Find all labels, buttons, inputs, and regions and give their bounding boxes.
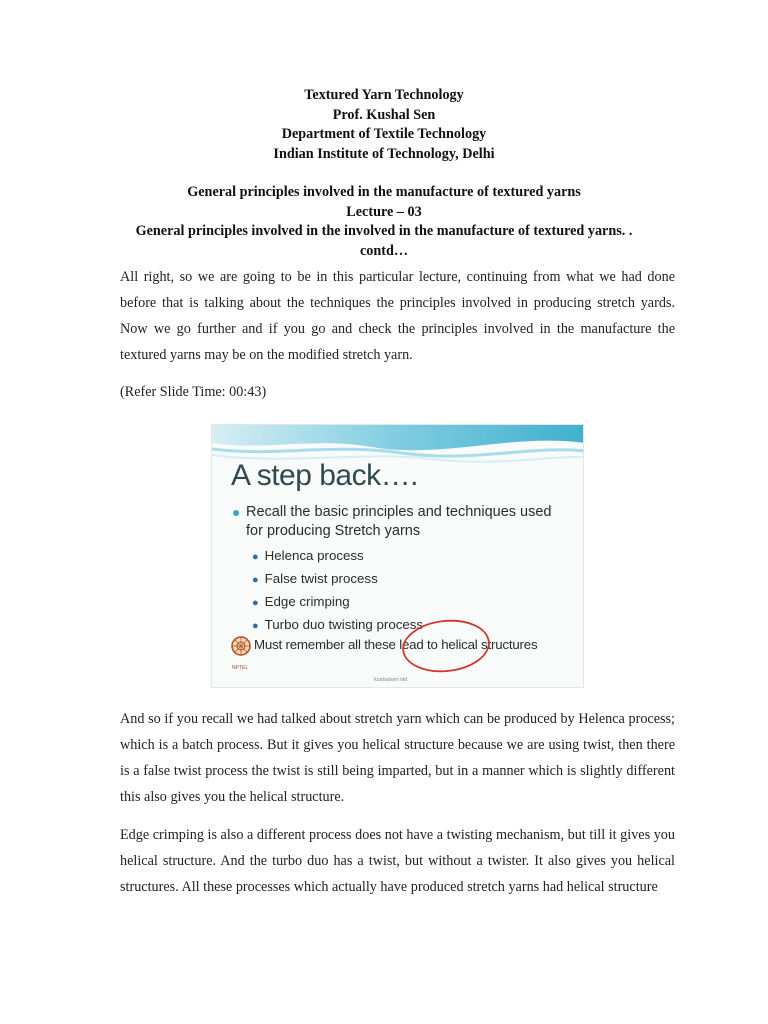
module-title: General principles involved in the manufacture of textured yarns: [187, 184, 581, 200]
slide-sub-bullet-text: Turbo duo twisting process: [264, 617, 424, 632]
slide-main-bullet-text: Recall the basic principles and techniques used for producing Stretch yarns: [246, 504, 552, 539]
red-annotation-circle: [212, 425, 584, 688]
paragraph-1: All right, so we are going to be in this particular lecture, continuing from what we had done before that is talking about the techniques the principles involved in producing stretch yards. Now we go further and if you go and check the principles involved in the manufacture the textured yarns may be on the modified stretch yarn.: [120, 269, 675, 363]
lecture-number: Lecture – 03: [346, 203, 422, 220]
slide-sub-bullet-text: False twist process: [264, 571, 378, 586]
lecture-slide-image: [211, 424, 584, 688]
slide-sub-bullet: ● Helenca process: [252, 548, 364, 563]
slide-sub-bullet-text: Helenca process: [264, 548, 364, 563]
document-header: [0, 86, 768, 261]
slide-sub-bullet-text: Edge crimping: [264, 594, 350, 609]
topic-title-line1: General principles involved in the involved in the manufacture of textured yarns. .: [135, 223, 633, 239]
paragraph-3: Edge crimping is also a different process does not have a twisting mechanism, but till it gives you helical structure. And the turbo duo has a twist, but without a twister. It also gives you helical structures. All these processes which actually have produced stretch yarns had helical structure: [120, 827, 675, 895]
institute-name: Indian Institute of Technology, Delhi: [273, 145, 495, 162]
nptel-logo-icon: [230, 635, 252, 663]
slide-sub-bullet: ● Turbo duo twisting process: [252, 617, 424, 632]
nptel-logo-text: NPTEL: [232, 665, 249, 671]
slide-footer: kushalsen iitd: [374, 677, 408, 683]
slide-sub-bullet: ● Edge crimping: [252, 594, 350, 609]
topic-title-line2: contd…: [359, 242, 409, 259]
professor-name: Prof. Kushal Sen: [332, 106, 436, 123]
slide-sub-bullet: ● False twist process: [252, 571, 378, 586]
slide-main-bullet: ● Recall the basic principles and techniques used for producing Stretch yarns: [234, 503, 556, 541]
department-name: Department of Textile Technology: [281, 126, 487, 142]
paragraph-2: And so if you recall we had talked about stretch yarn which can be produced by Helenca process; which is a batch process. But it gives you helical structure because we are using twist, then there is a false twist process the twist is still being imparted, but in a manner which is slightly different this also gives you the helical structure.: [120, 711, 675, 805]
slide-conclusion-line: Must remember all these lead to helical structures: [254, 637, 538, 652]
slide-time-reference: (Refer Slide Time: 00:43): [120, 384, 267, 400]
slide-title: A step back….: [231, 459, 418, 492]
course-title: Textured Yarn Technology: [304, 87, 464, 103]
